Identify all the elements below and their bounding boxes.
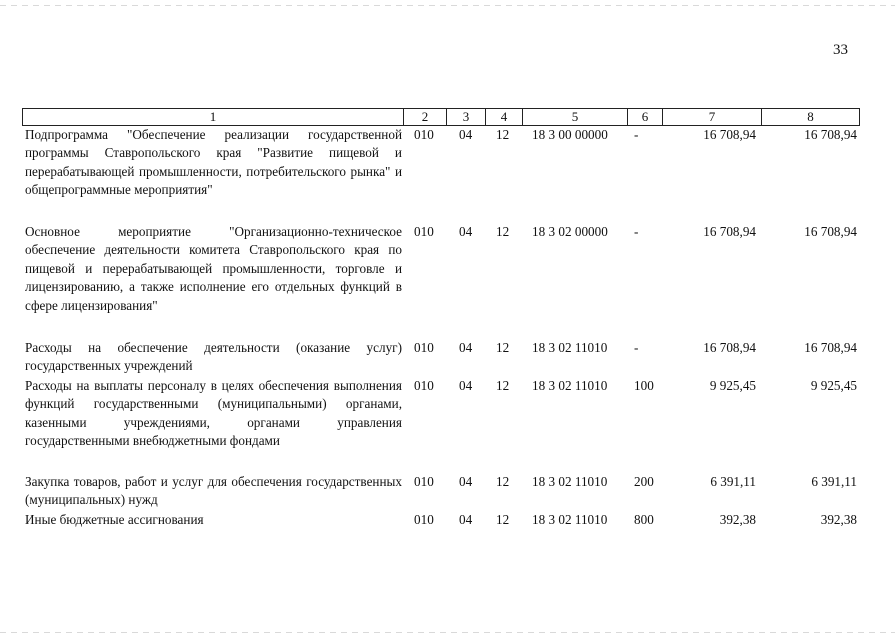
cell-section: 04 (459, 512, 473, 527)
page-number: 33 (833, 42, 848, 58)
header-cell-5: 5 (522, 108, 628, 126)
header-cell-7: 7 (662, 108, 762, 126)
header-cell-2: 2 (403, 108, 447, 126)
cell-expense-type: 800 (634, 512, 654, 527)
cell-subsection: 12 (496, 474, 510, 489)
cell-amount-col7: 6 391,11 (710, 474, 756, 489)
row-description: Иные бюджетные ассигнования (25, 512, 204, 527)
cell-amount-col8: 6 391,11 (811, 474, 857, 489)
cell-subsection: 12 (496, 512, 510, 527)
cell-expense-type: 100 (634, 378, 654, 393)
row-description: Подпрограмма "Обеспечение реализации государственной программы Ставропольского края "Развитие пищевой и перерабатывающей промышленности, потребительского рынка" и общепрограммные мероприятия" (25, 127, 402, 198)
cell-ministry-code: 010 (414, 378, 434, 393)
cell-amount-col8: 16 708,94 (804, 340, 857, 355)
cell-amount-col8: 392,38 (820, 512, 857, 527)
cell-target-article: 18 3 02 11010 (532, 378, 608, 393)
row-description: Расходы на обеспечение деятельности (оказание услуг) государственных учреждений (25, 340, 402, 374)
cell-subsection: 12 (496, 224, 510, 239)
cell-ministry-code: 010 (414, 127, 434, 142)
cell-amount-col8: 9 925,45 (810, 378, 857, 393)
cell-section: 04 (459, 474, 473, 489)
cell-ministry-code: 010 (414, 224, 434, 239)
cell-section: 04 (459, 378, 473, 393)
cell-amount-col8: 16 708,94 (804, 224, 857, 239)
cell-section: 04 (459, 127, 473, 142)
cell-amount-col7: 16 708,94 (703, 340, 756, 355)
header-cell-8: 8 (761, 108, 860, 126)
cell-expense-type: - (634, 224, 639, 239)
cell-target-article: 18 3 00 00000 (532, 127, 608, 142)
cell-subsection: 12 (496, 127, 510, 142)
cell-target-article: 18 3 02 11010 (532, 512, 608, 527)
header-cell-6: 6 (627, 108, 663, 126)
row-description: Основное мероприятие "Организационно-техническое обеспечение деятельности комитета Ставропольского края по пищевой и перерабатывающей промышленности, торговле и лицензированию, а также исполнение его отдельных функций в сфере лицензирования" (25, 224, 402, 313)
cell-amount-col7: 16 708,94 (703, 127, 756, 142)
cell-target-article: 18 3 02 11010 (532, 474, 608, 489)
header-cell-4: 4 (485, 108, 523, 126)
cell-amount-col7: 392,38 (719, 512, 756, 527)
scan-edge-bottom (0, 632, 895, 633)
row-description: Закупка товаров, работ и услуг для обеспечения государственных (муниципальных) нужд (25, 474, 402, 508)
scan-edge-top (0, 5, 895, 6)
cell-target-article: 18 3 02 00000 (532, 224, 608, 239)
cell-amount-col7: 9 925,45 (709, 378, 756, 393)
cell-expense-type: 200 (634, 474, 654, 489)
cell-section: 04 (459, 340, 473, 355)
header-cell-3: 3 (446, 108, 486, 126)
cell-amount-col8: 16 708,94 (804, 127, 857, 142)
cell-expense-type: - (634, 340, 639, 355)
cell-ministry-code: 010 (414, 340, 434, 355)
row-description: Расходы на выплаты персоналу в целях обеспечения выполнения функций государственными (муниципальными) органами, казенными учреждениями, органами управления государственными внебюджетными фондами (25, 378, 402, 449)
cell-subsection: 12 (496, 340, 510, 355)
cell-ministry-code: 010 (414, 512, 434, 527)
cell-section: 04 (459, 224, 473, 239)
header-cell-1: 1 (22, 108, 404, 126)
cell-target-article: 18 3 02 11010 (532, 340, 608, 355)
cell-amount-col7: 16 708,94 (703, 224, 756, 239)
cell-expense-type: - (634, 127, 639, 142)
cell-subsection: 12 (496, 378, 510, 393)
cell-ministry-code: 010 (414, 474, 434, 489)
